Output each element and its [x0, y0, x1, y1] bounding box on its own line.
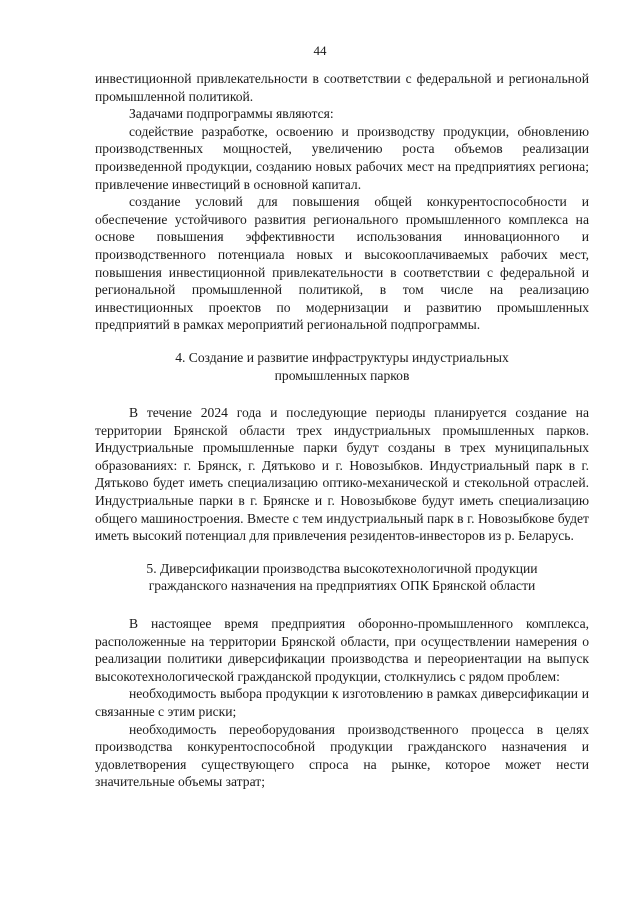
- paragraph: В течение 2024 года и последующие периоды планируется создание на территории Брянской области трех индустриальных промышленных парков. Индустриальные промышленные парки будут созданы в трех муниципальных образованиях: г. Брянск, г. Дятьково и г. Новозыбков. Индустриальный парк в г. Дятьково будет иметь специализацию оптико-механической и стекольной отраслей. Индустриальные парки в г. Брянске и г. Новозыбкове будут иметь специализацию общего машиностроения. Вместе с тем индустриальный парк в г. Новозыбкове будет иметь высокий потенциал для привлечения резидентов-инвесторов из р. Беларусь.: [95, 405, 589, 544]
- paragraph: инвестиционной привлекательности в соответствии с федеральной и региональной промышленной политикой.: [95, 71, 589, 104]
- paragraph: содействие разработке, освоению и производству продукции, обновлению производственных мощностей, увеличению роста объемов реализации произведенной продукции, созданию новых рабочих мест на предприятиях региона; привлечение инвестиций в основной капитал.: [95, 123, 589, 192]
- section-5-heading: [95, 560, 589, 595]
- heading-line: 4. Создание и развитие инфраструктуры индустриальных: [175, 349, 509, 365]
- paragraph: В настоящее время предприятия оборонно-промышленного комплекса, расположенные на территории Брянской области, при осуществлении намерения о реализации политики диверсификации производства и переориентации на выпуск высокотехнологической гражданской продукции, столкнулись с рядом проблем:: [95, 616, 589, 684]
- section-4-heading: [95, 349, 589, 384]
- paragraph: Задачами подпрограммы являются:: [129, 106, 334, 122]
- heading-line: 5. Диверсификации производства высокотехнологичной продукции: [146, 560, 538, 576]
- paragraph: необходимость переоборудования производственного процесса в целях производства конкурентоспособной продукции гражданского назначения и удовлетворения существующего спроса на рынке, которое может нести значительные объемы затрат;: [95, 721, 589, 790]
- heading-line: гражданского назначения на предприятиях ОПК Брянской области: [148, 578, 536, 594]
- document-body: [95, 70, 589, 791]
- heading-line: промышленных парков: [274, 367, 410, 383]
- paragraph: создание условий для повышения общей конкурентоспособности и обеспечение устойчивого развития регионального промышленного комплекса на основе повышения эффективности использования инновационного и производственного потенциала новых и высокооплачиваемых рабочих мест, повышения инвестиционной привлекательности в соответствии с федеральной и региональной промышленной политикой, в том числе на реализацию инвестиционных проектов по модернизации и развитию промышленных предприятий в рамках мероприятий региональной подпрограммы.: [95, 194, 589, 333]
- paragraph: необходимость выбора продукции к изготовлению в рамках диверсификации и связанные с этим риски;: [95, 686, 589, 719]
- page-number: 44: [313, 43, 327, 58]
